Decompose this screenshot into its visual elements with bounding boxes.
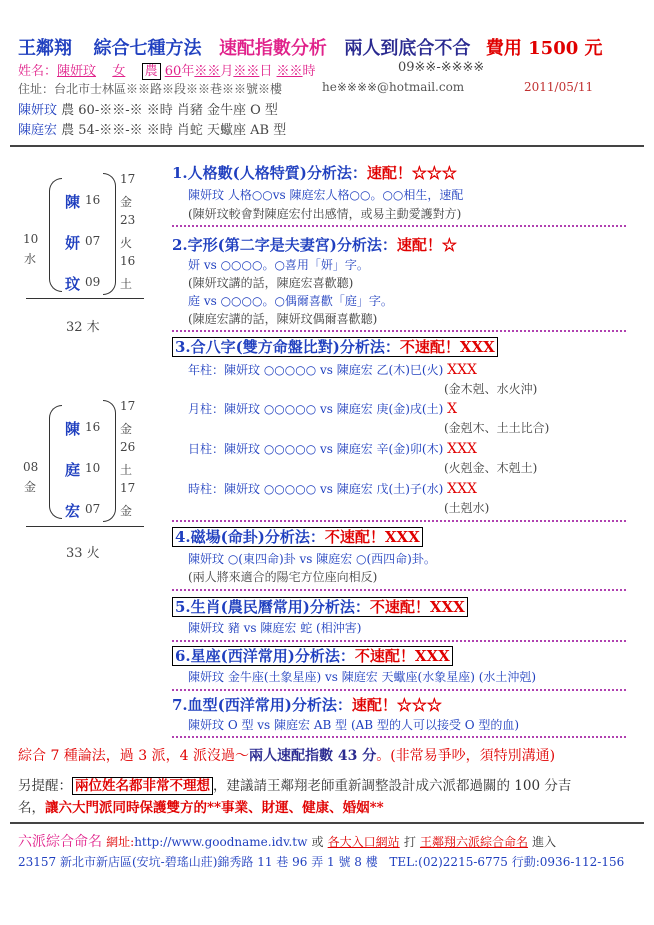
section-4-title — [172, 526, 423, 547]
header-fee: 費用 1500 元 — [485, 38, 603, 59]
section-4-line-1: 陳妍玟 ○(東四命)卦 vs 陳庭宏 ○(西四命)卦。 — [188, 552, 436, 566]
chart-1-total-line — [26, 298, 144, 299]
chart-1-left-num: 10 — [23, 232, 39, 246]
note-line-2 — [18, 796, 384, 816]
note-boxed: 兩位姓名都非常不理想 — [72, 777, 213, 795]
chart-1-num-2: 07 — [85, 234, 101, 248]
section-1-title — [172, 162, 457, 183]
section-4-title-text: 4.磁場(命卦)分析法： — [175, 528, 325, 546]
chart-2-total: 33 火 — [66, 546, 100, 561]
chart-1-right-elem-2: 火 — [120, 236, 133, 250]
chart-2-right-num-3: 17 — [120, 481, 136, 495]
section-1-title-text: 1.人格數(人格特質)分析法： — [172, 164, 367, 182]
chart-1-right-elem-1: 金 — [120, 195, 133, 209]
address-row — [18, 80, 282, 97]
bazi-row-hour-mark: XXX — [447, 481, 478, 497]
section-1-line-2: (陳妍玟較會對陳庭宏付出感情，或易主動愛護對方) — [188, 207, 462, 221]
section-4-divider — [172, 589, 626, 591]
chart-1-right-num-1: 17 — [120, 172, 136, 186]
chart-1-total: 32 木 — [66, 320, 100, 335]
calendar-value: 農 — [142, 63, 161, 80]
header-result: 兩人到底合不合 — [344, 38, 471, 59]
header-name: 王鄰翔 — [18, 38, 72, 59]
bazi-row-day-mark: XXX — [447, 441, 478, 457]
footer-divider — [10, 822, 644, 824]
bazi-row-hour-label: 時柱：陳妍玟 ○○○○○ vs 陳庭宏 戊(土)子(水) — [188, 482, 444, 496]
chart-1-char-1: 陳 — [65, 193, 81, 211]
chart-2-num-3: 07 — [85, 502, 101, 516]
person-1-row — [18, 99, 278, 118]
footer-keyword: 王鄰翔六派綜合命名 — [419, 835, 528, 849]
header-divider — [10, 145, 644, 147]
chart-1-right-num-2: 23 — [120, 213, 136, 227]
section-6-title — [172, 645, 453, 666]
chart-2-right-num-2: 26 — [120, 440, 136, 454]
section-7-title-text: 7.血型(西洋常用)分析法： — [172, 696, 352, 714]
section-5-title-box — [172, 597, 468, 617]
summary-b: 兩人速配指數 43 分 — [248, 748, 377, 764]
chart-2-right-bracket — [103, 400, 116, 522]
chart-1-right-elem-3: 土 — [120, 277, 133, 291]
header-analysis: 速配指數分析 — [218, 38, 327, 59]
footer-site-label: 網址: — [106, 835, 135, 849]
footer-type: 打 — [403, 835, 416, 849]
note-line2b: 讓六大門派同時保護雙方的**事業、財運、健康、婚姻** — [45, 800, 384, 816]
section-6-verdict: 不速配！XXX — [354, 647, 450, 665]
section-2-verdict: 速配！☆ — [396, 236, 457, 254]
section-2-line-4: (陳庭宏講的話，陳妍玟偶爾喜歡聽) — [188, 312, 378, 326]
chart-1-char-2: 妍 — [65, 234, 81, 252]
chart-2-char-2: 庭 — [65, 461, 81, 479]
section-2-line-2: (陳妍玟講的話，陳庭宏喜歡聽) — [188, 276, 354, 290]
section-4-verdict: 不速配！XXX — [324, 528, 420, 546]
bazi-row-day-label: 日柱：陳妍玟 ○○○○○ vs 陳庭宏 辛(金)卯(木) — [188, 442, 444, 456]
section-2-line-3: 庭 vs ○○○○。○偶爾喜歡「庭」字。 — [188, 294, 393, 308]
section-6-divider — [172, 689, 626, 691]
section-4-title-box — [172, 527, 423, 547]
summary-a: 綜合 7 種論法，過 3 派，4 派沒過～ — [18, 748, 249, 764]
person-2-row — [18, 119, 286, 138]
bazi-row-hour-note: (土剋水) — [444, 501, 490, 515]
year-value: 60 — [164, 64, 182, 79]
section-6-line-1: 陳妍玟 金牛座(土象星座) vs 陳庭宏 天蠍座(水象星座) (水土沖剋) — [188, 670, 537, 684]
bazi-row-month-mark: X — [447, 401, 458, 417]
chart-2-left-bracket — [49, 405, 62, 519]
name-value: 陳妍玟 — [57, 64, 97, 79]
chart-1-left-elem: 水 — [24, 252, 37, 266]
section-3-title-text: 3.合八字(雙方命盤比對)分析法： — [175, 338, 400, 356]
section-1-line-1: 陳妍玟 人格○○vs 陳庭宏人格○○。○○相生，速配 — [188, 188, 464, 202]
chart-2-right-num-1: 17 — [120, 399, 136, 413]
footer-line-2 — [18, 853, 624, 870]
bazi-row-year-note: (金木剋、水火沖) — [444, 382, 538, 396]
footer-brand: 六派綜合命名 — [18, 834, 102, 850]
chart-2-left-num: 08 — [23, 460, 39, 474]
chart-1-char-3: 玟 — [65, 275, 81, 293]
bazi-row-hour — [188, 480, 477, 497]
summary-line — [18, 745, 555, 765]
footer-enter: 進入 — [532, 835, 557, 849]
year-unit: 年 — [181, 64, 195, 79]
footer-address: 23157 新北市新店區(安坑-碧瑤山莊)錦秀路 11 巷 96 弄 1 號 8 樓 — [18, 855, 378, 869]
section-7-verdict: 速配！☆☆☆ — [351, 696, 442, 714]
section-6-title-box — [172, 646, 453, 666]
chart-2-char-1: 陳 — [65, 420, 81, 438]
email-value: he※※※※@hotmail.com — [322, 80, 465, 94]
bazi-row-year-label: 年柱：陳妍玟 ○○○○○ vs 陳庭宏 乙(木)巳(火) — [188, 363, 444, 377]
chart-1-left-bracket — [49, 178, 62, 292]
month-unit: 月 — [220, 64, 234, 79]
person-2-name: 陳庭宏 — [18, 123, 58, 138]
chart-2-right-elem-3: 金 — [120, 504, 133, 518]
gender-value: 女 — [112, 64, 126, 79]
bazi-row-month — [188, 400, 457, 417]
section-2-title-text: 2.字形(第二字是夫妻宮)分析法： — [172, 236, 397, 254]
chart-1-num-1: 16 — [85, 193, 101, 207]
chart-2-num-1: 16 — [85, 420, 101, 434]
section-3-divider — [172, 520, 626, 522]
section-1-verdict: 速配！☆☆☆ — [366, 164, 457, 182]
section-3-verdict: 不速配！XXX — [399, 338, 495, 356]
note-prefix: 另提醒： — [18, 778, 72, 794]
bazi-row-day-note: (火剋金、木剋土) — [444, 461, 538, 475]
section-7-line-1: 陳妍玟 O 型 vs 陳庭宏 AB 型 (AB 型的人可以接受 O 型的血) — [188, 718, 520, 732]
header-title — [18, 34, 603, 60]
person-1-name: 陳妍玟 — [18, 103, 58, 118]
name-label: 姓名： — [18, 64, 58, 79]
chart-1-right-bracket — [103, 173, 116, 295]
section-1-divider — [172, 225, 626, 227]
note-mid: ，建議請王鄰翔老師重新調整設計成六派都過關的 100 分吉 — [213, 778, 572, 794]
header-method: 綜合七種方法 — [93, 38, 202, 59]
day-mask: ※※ — [233, 64, 260, 79]
chart-2-char-3: 宏 — [65, 502, 81, 520]
section-4-line-2: (兩人將來適合的陽宅方位座向相反) — [188, 570, 378, 584]
person-1-info: 農 60-※※-※ ※時 肖豬 金牛座 O 型 — [61, 103, 278, 118]
note-line2a: 名， — [18, 800, 45, 816]
section-5-title — [172, 596, 468, 617]
address-value: 台北市士林區※※路※段※※巷※※號※樓 — [54, 82, 283, 96]
chart-2-right-elem-1: 金 — [120, 422, 133, 436]
bazi-row-year — [188, 361, 477, 378]
footer-line-1 — [18, 831, 556, 851]
footer-or: 或 — [311, 835, 324, 849]
section-2-line-1: 妍 vs ○○○○。○喜用「妍」字。 — [188, 258, 369, 272]
section-7-divider — [172, 736, 626, 738]
month-mask: ※※ — [194, 64, 221, 79]
section-5-divider — [172, 640, 626, 642]
section-2-divider — [172, 330, 626, 332]
section-5-verdict: 不速配！XXX — [369, 598, 465, 616]
chart-2-num-2: 10 — [85, 461, 101, 475]
footer-site-link[interactable]: http://www.goodname.idv.tw — [134, 835, 308, 849]
hour-unit: 時 — [302, 64, 316, 79]
date-value: 2011/05/11 — [524, 80, 594, 94]
hour-mask: ※※ — [276, 64, 303, 79]
section-3-title — [172, 336, 498, 357]
chart-1-num-3: 09 — [85, 275, 101, 289]
bazi-row-month-note: (金剋木、土土比合) — [444, 421, 550, 435]
bazi-row-year-mark: XXX — [447, 362, 478, 378]
footer-tel: TEL:(02)2215-6775 行動:0936-112-156 — [389, 855, 625, 869]
address-label: 住址： — [18, 82, 55, 96]
phone-value: 09※※-※※※※ — [398, 60, 485, 75]
section-2-title — [172, 234, 457, 255]
chart-1-right-num-3: 16 — [120, 254, 136, 268]
bazi-row-month-label: 月柱：陳妍玟 ○○○○○ vs 陳庭宏 庚(金)戌(土) — [188, 402, 444, 416]
section-7-title — [172, 694, 442, 715]
chart-2-left-elem: 金 — [24, 480, 37, 494]
section-3-title-box — [172, 337, 498, 357]
section-5-title-text: 5.生肖(農民曆常用)分析法： — [175, 598, 370, 616]
form-name-row — [18, 60, 316, 79]
day-unit: 日 — [259, 64, 273, 79]
bazi-row-day — [188, 440, 477, 457]
section-6-title-text: 6.星座(西洋常用)分析法： — [175, 647, 355, 665]
section-5-line-1: 陳妍玟 豬 vs 陳庭宏 蛇 (相沖害) — [188, 621, 362, 635]
summary-c: 。(非常易爭吵，須特別溝通) — [376, 748, 556, 764]
person-2-info: 農 54-※※-※ ※時 肖蛇 天蠍座 AB 型 — [61, 123, 287, 138]
chart-2-total-line — [26, 526, 144, 527]
note-line-1 — [18, 774, 571, 794]
footer-portal: 各大入口網站 — [327, 835, 400, 849]
chart-2-right-elem-2: 土 — [120, 463, 133, 477]
